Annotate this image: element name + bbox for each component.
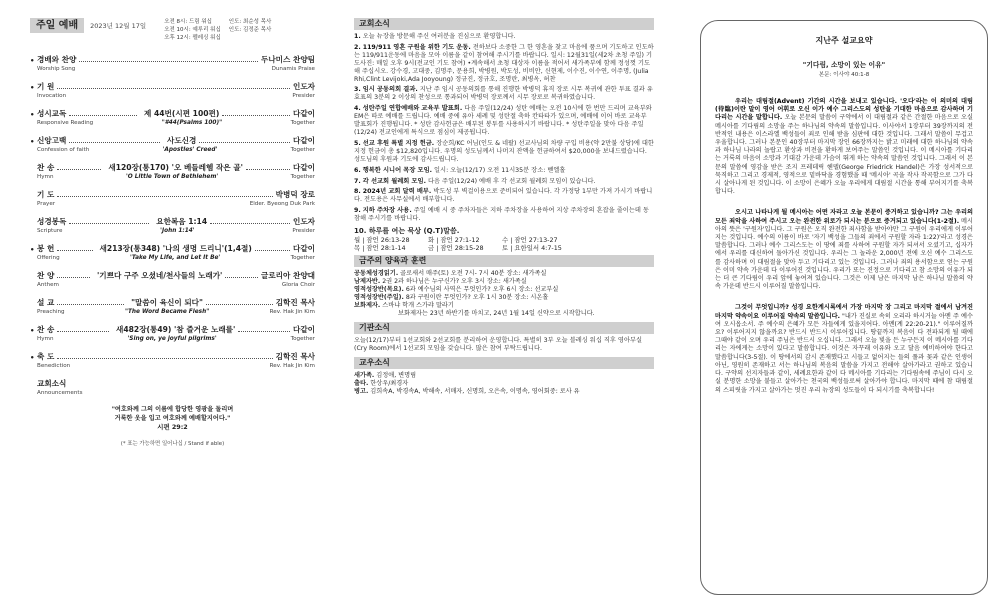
service-leader-english: Elder. Byeong Duk Park — [249, 201, 315, 207]
training-name: 공동체성경읽기. — [354, 270, 399, 278]
dot-leader — [57, 169, 101, 170]
news-item — [354, 33, 654, 41]
service-leader-english: Together — [290, 174, 315, 180]
service-title: 성경봉독 — [37, 217, 67, 226]
service-subtitle — [30, 309, 315, 315]
dot-leader — [57, 196, 272, 197]
service-leader: 다같이 — [292, 163, 315, 172]
dot-leader — [69, 115, 137, 116]
service-english: Responsive Reading — [37, 120, 94, 126]
service-detail: "말씀이 육신이 되다" — [131, 298, 203, 307]
service-bullet: • — [30, 57, 35, 65]
service-time: 오전 8시: 드림 워십 — [164, 19, 212, 25]
service-title: 기 원 — [37, 82, 55, 91]
service-english-detail: "#44(Psalms 100)" — [161, 120, 223, 126]
service-row — [30, 216, 315, 227]
news-number: 6. — [354, 166, 361, 174]
service-row — [30, 189, 315, 200]
service-leader: 인도: 최순성 목사 — [228, 19, 272, 25]
member-row — [354, 380, 654, 388]
service-leader: 두나미스 찬양팀 — [261, 55, 315, 64]
news-number: 5. — [354, 139, 361, 147]
service-subtitle — [30, 147, 315, 153]
service-bullet: • — [30, 354, 35, 362]
service-title: 경배와 찬양 — [37, 55, 77, 64]
service-english-detail: 'Sing on, ye joyful pilgrims' — [127, 336, 217, 342]
service-row — [30, 54, 315, 65]
news-item — [354, 207, 654, 223]
news-title: 임시 공동의회 결과. — [362, 86, 418, 94]
news-title: 2024년 교회 달력 배부. — [362, 188, 432, 196]
service-detail: 새482장(통49) '참 즐거운 노래를' — [116, 325, 236, 334]
member-row — [354, 372, 654, 380]
training-text: 보화제자는 23년 하반기를 마치고, 24년 1월 14일 신약으로 시작합니다. — [398, 310, 595, 318]
dot-leader — [222, 115, 290, 116]
member-text: 한상우/최경자 — [370, 379, 409, 387]
training-row — [354, 278, 654, 286]
member-label: 새가족. — [354, 371, 375, 379]
news-number: 7. — [354, 177, 361, 185]
sermon-text: 메시아의 뜻은 '구원자'입니다. 그 구원은 오직 완전한 죄사함을 받아야만 그 구원이 우리에게 이루어지는 것입니다. 예수의 이름이 바로 '자기 백성을 그들의 죄에서 구원할 자라 1:22)'라고 성경은 말씀합니다. 그러나 예수 그리스도는 이 땅에 죄를 사하여 구원할 자가 되셔서 오셨기고, 십자가에서 우리를 대신하여 돌아가신 것입니다. 우리는 그 놀라운 2,000년 전에 오신 예수 그리스도를 감사하며 이 대림절을 맞아 두고 기다리고 있는 것입니다. 그러나 죄의 용서함으로 얻는 구원은 이미 약속 가운데 다 이루어진 것입니다. 우리가 또는 진정으로 기다리고 참 소망의 이유가 되는 더 큰 기다림이 우리 앞에 놓여져 있습니다. 그것은 이제 남은 마지막 남은 하나님 말씀의 약속 가운데 반드시 이루어질 말씀입니다. — [715, 217, 973, 291]
dot-leader — [69, 142, 160, 143]
news-text: 지난 주 임시 공동의회를 통해 진행한 박병덕 휴직 장로 시무 복귀에 관한 투표 결과 유효표의 3분의 2 이상의 찬성으로 통과되어 박병덕 장로께서 시무 장로로 복귀하였습니다. — [354, 86, 653, 102]
qt-cell: 토 | 요한일서 4:7-15 — [502, 244, 562, 253]
worship-header — [30, 18, 315, 42]
news-title: 선교 후원 특별 지정 헌금. — [362, 139, 435, 147]
service-item — [30, 351, 315, 369]
news-text: 박도성 부 벽걸이용으로 준비되어 있습니다. 각 가정당 1부만 가져 가시기 바랍니다. 전도용은 사무실에서 배부합니다. — [354, 188, 653, 204]
training-list — [354, 270, 654, 318]
sermon-text: 오늘 본문의 말씀이 구약에서 이 대림절과 같은 간절한 마음으로 오실 메시아를 기다림의 소망을 주는 하나님의 약속의 말씀입니다. 이사야서 1장부터 39장까지의 전반적인 내용은 이스라엘 백성들이 죄로 인해 받을 심판에 대한 것입니다. 그래서 말씀이 무겁고 우울합니다. 그러나 본문인 40장부터 마지막 장인 66장까지는 밝고 미래에 대한 하나님의 약속과 하나님 나라의 놀랍고 환상과 비전을 환하게 보여주는 말씀인 것입니다. 이 메시아를 기다리는 거룩의 마음이 소망과 기대감 가운데 가슴이 뛰게 하는 약속의 말씀인 것입니다. 그래서 이 본문의 말씀에 영감을 받은 조지 프레데릭 헨델(George Friedrick Handel)은 가장 성서적으로 묵직하고 그리고 경제적, 영적으로 밑바닥을 경험했을 때 '메시아' 곡을 작사 작곡함으로 그가 다시 살아나게 된 것입니다. 이 소망이 은혜가 오늘 우리에게 대림절 시간을 통해 부어지기를 축복합니다. — [715, 114, 974, 196]
service-leader: 글로리아 찬양대 — [261, 271, 315, 280]
qt-cell: 금 | 잠언 28:15-28 — [428, 244, 484, 253]
service-english: Announcements — [37, 390, 83, 396]
service-leader-english: Presider — [292, 93, 315, 99]
service-item — [30, 135, 315, 153]
qt-cell: 목 | 잠언 28:1-14 — [354, 244, 406, 253]
dot-leader — [225, 277, 258, 278]
service-bullet: • — [30, 138, 35, 146]
service-english-detail: 'John 1:14' — [160, 228, 195, 234]
sermon-body — [715, 98, 973, 395]
news-number: 1. — [354, 33, 361, 40]
service-row — [30, 162, 315, 173]
news-number: 3. — [354, 86, 361, 94]
training-row — [354, 310, 654, 318]
service-english: Anthem — [37, 282, 60, 288]
service-item — [30, 270, 315, 288]
qt-title: 10. 하루를 여는 묵상 (Q.T)말씀. — [354, 227, 460, 236]
qt-cell: 화 | 잠언 27:1-12 — [428, 236, 480, 245]
news-number: 2. — [354, 43, 361, 51]
qt-cell: 월 | 잠언 26:13-28 — [354, 236, 410, 245]
news-title: 행복한 시니어 목장 모임. — [362, 166, 433, 174]
other-news-text: 오늘(12/17)부터 1선교회와 2선교회를 분리하여 운영합니다. 특별히 3부 오늘 블레싱 워십 직후 영아부실(Cry Room)에서 1선교회 모임을 갖습니다. 많은 참여 부탁드립니다. — [354, 337, 643, 352]
service-english-detail: 'Take My Life, and Let It Be' — [130, 255, 221, 261]
service-english: Benediction — [37, 363, 71, 369]
news-text: 주일 예배 시 중 주차자들은 지하 주차장을 사용하여 지상 주차장의 혼잡을 줄이는데 동참해 주시기를 바랍니다. — [354, 207, 649, 223]
qt-block — [354, 226, 654, 252]
scripture-verse — [30, 405, 315, 432]
service-leader: 다같이 — [293, 136, 315, 145]
dot-leader — [57, 88, 290, 89]
training-text: 골로새서 매주(토) 오전 7시- 7시 40분 장소: 새가족실 — [400, 270, 547, 278]
service-leader-english: Together — [290, 120, 315, 126]
dot-leader — [69, 223, 149, 224]
service-english: Worship Song — [37, 66, 76, 72]
service-time: 오후 12시: 펠레싱 워십 — [164, 35, 221, 41]
news-text: 장순희/KC 어님(인도 & 네팔) 선교사님의 차량 구입 비용(약 2만불 상당)에 대한 지정 헌금이 총 $12,820입니다. 우명의 성도님께서 나머지 잔액을 헌금하여서 $20,000을 보내드렸습니다. 성도님의 후원과 기도에 감사드립니다. — [354, 139, 654, 163]
service-row — [30, 378, 315, 389]
dot-leader — [199, 142, 290, 143]
news-title: 지하 주차장 사용. — [362, 207, 412, 215]
news-list — [354, 33, 654, 223]
sermon-paragraph — [715, 98, 973, 196]
news-item — [354, 105, 654, 137]
service-english: Prayer — [37, 201, 56, 207]
service-item — [30, 378, 315, 396]
service-row — [30, 243, 315, 254]
news-item — [354, 44, 654, 84]
training-row — [354, 294, 654, 302]
member-text: 김희속A, 박경속A, 박해속, 서매자, 신명희, 오은속, 이명속, 영어회중: 로사 유 — [370, 387, 580, 395]
training-row — [354, 302, 654, 310]
service-leader-english: Presider — [292, 228, 315, 234]
service-item — [30, 324, 315, 342]
news-item — [354, 140, 654, 164]
service-detail: '기쁘다 구주 오셨네/천사들의 노래가' — [96, 271, 223, 280]
dot-leader — [246, 169, 290, 170]
service-leader-english: Dunamis Praise — [271, 66, 315, 72]
service-leader-english: Gloria Choir — [281, 282, 315, 288]
service-item — [30, 81, 315, 99]
service-item — [30, 216, 315, 234]
dot-leader — [57, 331, 109, 332]
dot-leader — [57, 304, 124, 305]
service-detail: 제 44번(시편 100편) — [144, 109, 220, 118]
service-subtitle — [30, 255, 315, 261]
service-subtitle — [30, 390, 315, 396]
other-news-header: 기관소식 — [354, 322, 654, 334]
service-bullet: • — [30, 327, 35, 335]
sermon-title: "기다림, 소망이 있는 이유" — [802, 61, 886, 69]
service-row — [30, 297, 315, 308]
sermon-emphasis: 그것이 무엇입니까? 성경 요한계시록에서 가장 마지막 장 그리고 마지막 절에서 남겨진 마지막 약속이요 이루어질 약속의 말씀입니다. — [715, 304, 973, 320]
service-subtitle — [30, 336, 315, 342]
training-name: 보화제자. — [354, 302, 381, 310]
news-title: 각 선교회 월례회 모임. — [362, 177, 426, 185]
verse-line: "여호와께 그의 이름에 합당한 영광을 돌리며 — [111, 406, 234, 413]
training-text: 6과 예수님의 사역은 무엇인가? 오후 6시 장소: 선교부실 — [405, 286, 559, 294]
dot-leader — [57, 358, 272, 359]
service-leader: 인도자 — [293, 217, 315, 226]
service-title: 신앙고백 — [37, 136, 67, 145]
sermon-heading: 지난주 설교요약 — [815, 36, 873, 45]
news-item — [354, 86, 654, 102]
worship-order-column — [30, 18, 315, 612]
service-title: 성시교독 — [37, 109, 67, 118]
sermon-emphasis: 우리는 대림절(Advent) 기간의 시간을 보내고 있습니다. '오다'라는 이 의미의 대림(待臨)이란 말이 영어 어휘로 오신 이가 예수 그리스도의 성탄을 기대한 마음으로 감사하며 기다리는 시간을 말합니다. — [715, 98, 973, 122]
training-text: 8과 구원이란 무엇인가? 오후 1시 30분 장소: 시온홀 — [405, 294, 549, 302]
service-english-detail: 'Apostles' Creed' — [162, 147, 218, 153]
news-text: 일시: 오늘(12/17) 오전 11시35분 장소: 벧엘홀 — [434, 166, 566, 174]
news-text: 전하보다 소중한 그 한 영혼을 찾고 마음에 품으며 기도하고 인도하는 119/911운동에 마음을 모아 이름을 같이 참여해 주시기를 바랍니다. 일시: 12월31일(세2차 초청 주일) 기도사진: 매일 오후 9시(전교인 기도 참여) •계속해서 초청 대상자 이름을 적어서 새가족부에 함께 정성껏 기도해 주십시오. 강수경, 고대중, 김명주, 문용희, 박병원, 박도성, 비비안, 신현제, 이수진, 이수연, 이주명, (Julia Rhi,Clint Levijoki,Ada Jooyoung) 정규진, 정규호, 조명란, 최병옥, 허찬 — [354, 43, 654, 83]
service-english: Offering — [37, 255, 60, 261]
service-title: 찬 양 — [37, 271, 55, 280]
service-leader-english: Rev. Hak Jin Kim — [269, 309, 315, 315]
training-text: 스바냐 학개 스가랴 말라기 — [382, 302, 454, 310]
dot-leader — [57, 277, 90, 278]
news-number: 9. — [354, 207, 361, 215]
dot-leader — [57, 250, 92, 251]
sermon-reference: 본문: 이사야 40:1-8 — [818, 72, 870, 78]
service-leader: 다같이 — [292, 244, 315, 253]
member-row — [354, 388, 654, 396]
service-leader: 김학진 목사 — [275, 298, 315, 307]
dot-leader — [79, 61, 258, 62]
service-subtitle — [30, 363, 315, 369]
service-detail: 새213장(통348) '나의 생명 드리니'(1,4절) — [99, 244, 252, 253]
dot-leader — [210, 223, 290, 224]
service-title: 봉 헌 — [37, 244, 55, 253]
news-item — [354, 167, 654, 175]
service-title: 설 교 — [37, 298, 55, 307]
service-item — [30, 108, 315, 126]
service-subtitle — [30, 201, 315, 207]
service-time: 오전 10시: 예루리 워십 — [164, 27, 221, 33]
news-number: 4. — [354, 105, 361, 113]
news-item — [354, 188, 654, 204]
stand-note: (* 표는 가능하면 일어나십 / Stand if able) — [120, 441, 225, 447]
service-english: Preaching — [37, 309, 65, 315]
news-title: 119/911 영혼 구원을 위한 기도 운동. — [362, 43, 471, 51]
service-title: 축 도 — [37, 352, 55, 361]
news-number: 8. — [354, 188, 361, 196]
qt-table — [354, 236, 654, 252]
news-header: 교회소식 — [354, 18, 654, 30]
service-english: Invocation — [37, 93, 67, 99]
sermon-text: "내가 진실로 속히 오리라 하시거늘 아멘 주 예수여 오시옵소서. 주 예수의 은혜가 모든 자들에게 있을지어다. 아멘(계 22:20-21)." 이루어질까요? 이루어지지 않을까요? 반드시 반드시 이루어집니다. 땅끝까지 복음이 다 전파되게 될 때에 그때야 같이 오며 우리 주님은 반드시 오십니다. 그래서 오늘 빛을 든 누구든지 이 메시아를 기다리는 자에게는 소망이 있다고 말씀합니다. 이것은 자꾸래 이유와 오고 달음 예비하여야 한다고 말씀합니다(3-5절). 이 땅에서의 감시 존재했다고 시들고 없어지는 들의 풀과 꽃과 같은 인생이 아닌, 영원히 존재하고 서는 하나님의 복음의 말씀을 가지고 전해야 살아가라고 권하고 있습니다. 구약의 선지자들과 같이, 세례요한과 같이 다 메시아를 기다리는 기다림속에 주님이 다시 오실 분명한 소망을 붙들고 살아가는 천국의 백성들로써 살아가야 합니다. 마지막 때에 참 대림절의 스피릿을 가지고 살아가는 멋진 우리 뉴장의 성도들이 다 되시기를 축복합니다! — [715, 312, 973, 394]
member-label: 출타. — [354, 379, 369, 387]
member-label: 병고. — [354, 387, 369, 395]
news-text: 오늘 뉴장을 방문해 주신 여러분을 진심으로 환영합니다. — [362, 33, 516, 40]
service-leader-english: Rev. Hak Jin Kim — [269, 363, 315, 369]
service-english: Hymn — [37, 174, 54, 180]
service-title: 찬 송 — [37, 163, 55, 172]
service-row — [30, 108, 315, 119]
service-subtitle — [30, 174, 315, 180]
service-item — [30, 297, 315, 315]
service-bullet: • — [30, 111, 35, 119]
service-bullet: • — [30, 246, 35, 254]
service-title: 기 도 — [37, 190, 55, 199]
dot-leader — [238, 331, 290, 332]
sermon-box — [700, 20, 988, 595]
service-leader: 인도자 — [292, 82, 315, 91]
section-tag: 주일 예배 — [30, 18, 84, 33]
news-title: 성탄주일 연합예배와 교육부 발표회. — [362, 105, 463, 113]
training-header: 금주의 양육과 훈련 — [354, 255, 654, 267]
member-text: 김정애, 변명림 — [376, 371, 417, 379]
service-subtitle — [30, 282, 315, 288]
training-row — [354, 270, 654, 278]
service-leader: 인도: 김정준 목사 — [228, 27, 272, 33]
service-title: 찬 송 — [37, 325, 55, 334]
training-name: 영적성장반(주일). — [354, 294, 404, 302]
service-row — [30, 324, 315, 335]
service-item — [30, 162, 315, 180]
order-of-service — [30, 54, 315, 396]
training-name: 영적성장반(목요). — [354, 286, 404, 294]
service-leader: 다같이 — [293, 325, 315, 334]
service-english: Confession of faith — [37, 147, 90, 153]
service-english: Scripture — [37, 228, 63, 234]
training-row — [354, 286, 654, 294]
news-text: 다음 주일(12/24) 예배 후 각 선교회 월례회 모임이 있습니다. — [427, 177, 596, 185]
service-english-detail: 'O Little Town of Bethlehem' — [126, 174, 219, 180]
service-item — [30, 243, 315, 261]
service-english: Hymn — [37, 336, 54, 342]
training-text: 2권 2과 하나님은 누구신가? 오후 3시 장소: 새가족실 — [382, 278, 527, 286]
service-leader: 김학진 목사 — [275, 352, 315, 361]
service-bullet: • — [30, 84, 35, 92]
service-item — [30, 54, 315, 72]
service-leader: 다같이 — [292, 109, 315, 118]
dot-leader — [206, 304, 273, 305]
service-item — [30, 189, 315, 207]
qt-cell: 수 | 잠언 27:13-27 — [502, 236, 558, 245]
service-detail: 요한복음 1:14 — [156, 217, 208, 226]
service-row — [30, 270, 315, 281]
service-row — [30, 351, 315, 362]
service-subtitle — [30, 93, 315, 99]
service-row — [30, 81, 315, 92]
service-times — [164, 18, 271, 42]
sermon-paragraph — [715, 209, 973, 291]
verse-reference: 시편 29:2 — [157, 423, 188, 431]
service-detail: 새120장(통170) '오 베들레헴 작은 골' — [108, 163, 243, 172]
dot-leader — [255, 250, 290, 251]
service-english-detail: "The Word Became Flesh" — [124, 309, 210, 315]
training-name: 남제자반. — [354, 278, 381, 286]
service-row — [30, 135, 315, 146]
service-date: 2023년 12월 17일 — [90, 22, 147, 30]
service-leader: 박병덕 장로 — [275, 190, 315, 199]
service-subtitle — [30, 66, 315, 72]
news-item — [354, 178, 654, 186]
service-leader-english: Together — [290, 255, 315, 261]
service-leader — [229, 34, 272, 42]
members-list — [354, 372, 654, 396]
news-column — [354, 18, 654, 612]
verse-line: 거룩한 옷을 입고 여호와께 예배할지어다." — [114, 415, 231, 422]
sermon-paragraph — [715, 304, 973, 394]
service-detail: 사도신경 — [167, 136, 197, 145]
service-subtitle — [30, 228, 315, 234]
service-leader-english: Together — [290, 147, 315, 153]
sermon-column — [700, 20, 988, 612]
service-subtitle — [30, 120, 315, 126]
news-text: 다음 주일(12/24) 성탄 예배는 오전 10시에 한 번만 드리며 교육부와 EM은 따로 예배를 드립니다. 예배 중에 유아 세례 및 성탄절 축하 칸타타가 있으며, 예배에 이어 바로 교육부 발표회가 진행됩니다. * 성탄 감사헌금은 배부된 봉투를 사용하시기 바랍니다. * 성탄주일을 맞아 다음 주일(12/24) 전교인에게 특식으로 점심이 제공됩니다. — [354, 105, 652, 136]
sermon-emphasis: 오시고 나타나게 될 메시아는 어떤 자라고 오늘 본문이 증거하고 있습니까? 그는 우리의 모든 죄악을 사하여 주시고 오는 완전한 위로가 되시는 분으로 증거되고 있습니다(1-2절). — [715, 209, 973, 225]
members-header: 교우소식 — [354, 357, 654, 369]
service-leader-english: Together — [290, 336, 315, 342]
service-title: 교회소식 — [37, 379, 67, 388]
